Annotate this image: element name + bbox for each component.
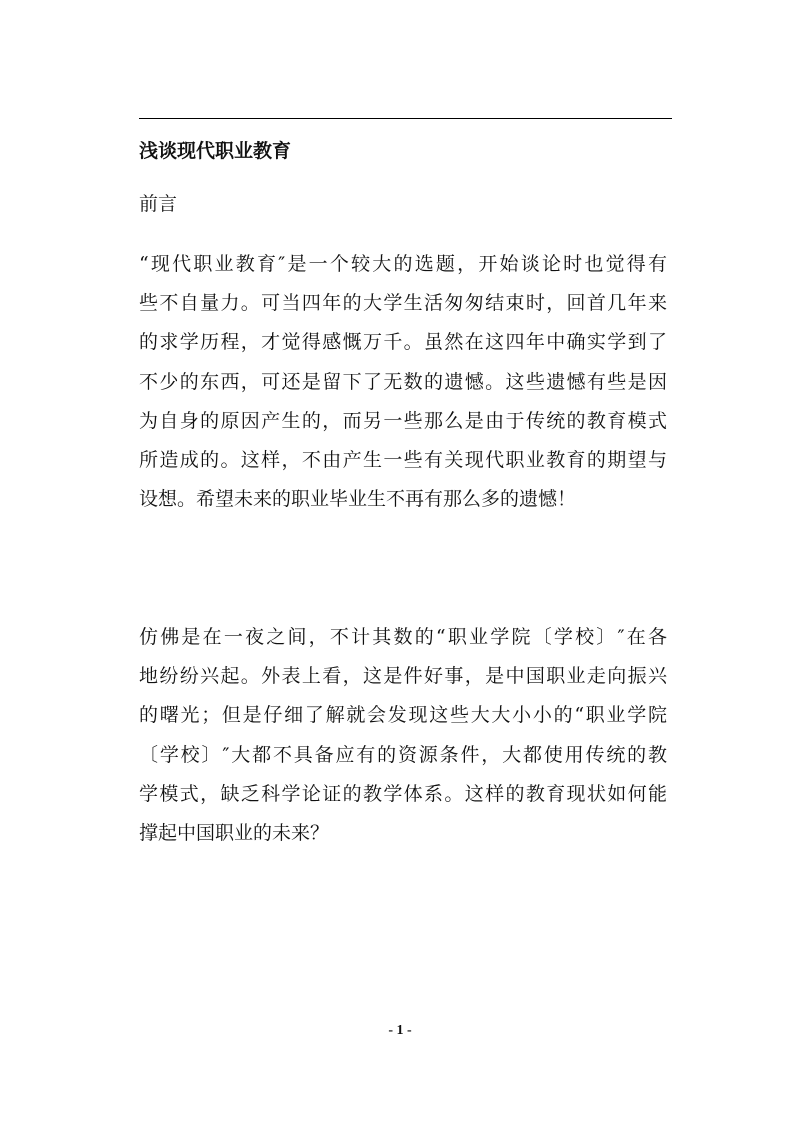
paragraph-line: “现代职业教育″是一个较大的选题，开始谈论时也觉得有	[139, 253, 667, 275]
document-title: 浅谈现代职业教育	[139, 140, 292, 162]
paragraph-line: 为自身的原因产生的，而另一些那么是由于传统的教育模式	[139, 409, 667, 432]
paragraph-line: 的曙光；但是仔细了解就会发现这些大大小小的“职业学院	[139, 704, 667, 727]
section-heading: 前言	[139, 193, 178, 215]
paragraph-line: 些不自量力。可当四年的大学生活匆匆结束时，回首几年来	[139, 292, 667, 315]
paragraph-1	[139, 245, 667, 519]
page-number: - 1 -	[388, 1023, 412, 1038]
paragraph-line: 的求学历程，才觉得感慨万千。虽然在这四年中确实学到了	[139, 331, 667, 354]
paragraph-2	[139, 618, 667, 853]
paragraph-line: 不少的东西，可还是留下了无数的遗憾。这些遗憾有些是因	[139, 370, 667, 393]
paragraph-line: 撑起中国职业的未来？	[139, 821, 330, 844]
paragraph-line: 所造成的。这样，不由产生一些有关现代职业教育的期望与	[139, 448, 667, 471]
paragraph-line: 设想。希望未来的职业毕业生不再有那么多的遗憾！	[139, 488, 577, 511]
paragraph-line: 地纷纷兴起。外表上看，这是件好事，是中国职业走向振兴	[139, 665, 667, 688]
paragraph-line: 学模式，缺乏科学论证的教学体系。这样的教育现状如何能	[139, 782, 667, 805]
header-rule	[139, 118, 672, 119]
paragraph-line: 仿佛是在一夜之间，不计其数的“职业学院〔学校〕″在各	[139, 626, 667, 648]
paragraph-line: 〔学校〕″大都不具备应有的资源条件，大都使用传统的教	[139, 743, 667, 766]
